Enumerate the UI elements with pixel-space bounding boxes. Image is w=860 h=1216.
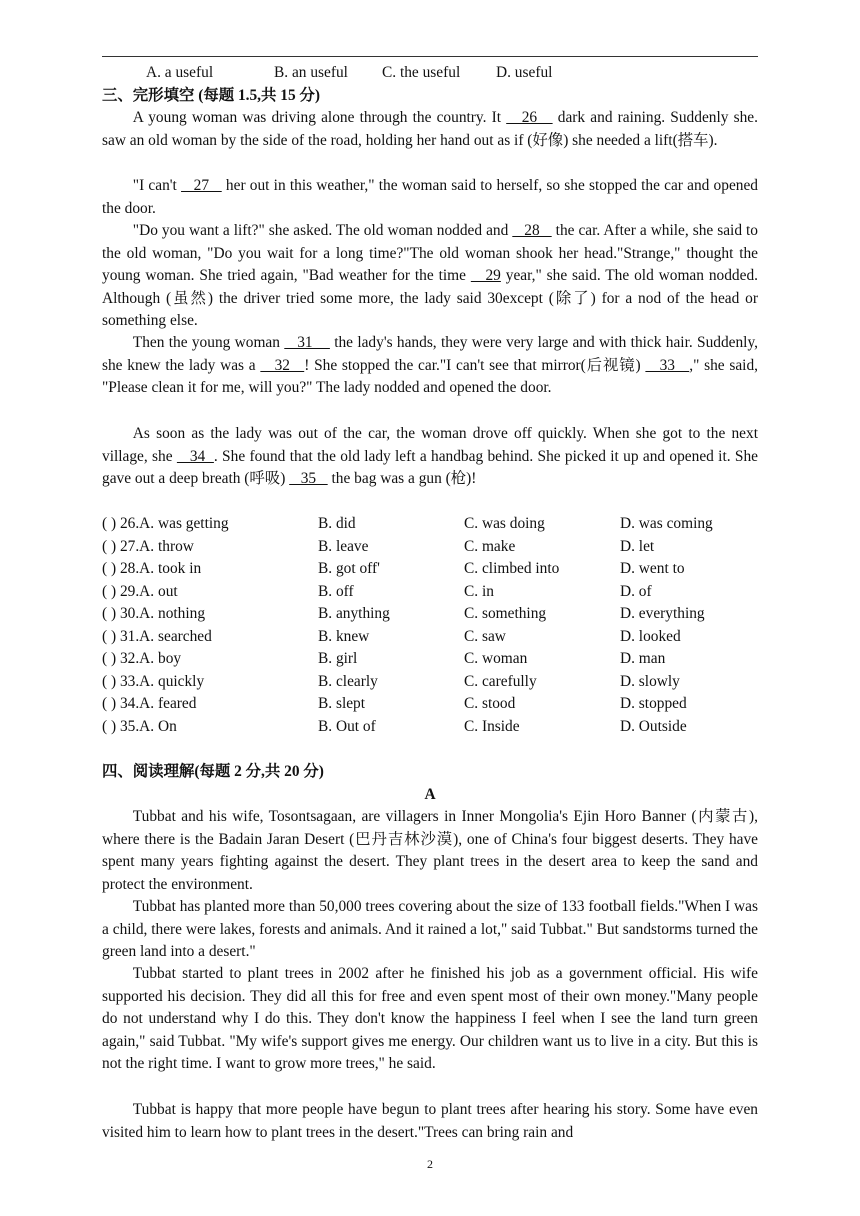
choice-c: C. was doing [464, 515, 545, 532]
blank-33: 33 [645, 356, 690, 374]
blank-34: 34 [176, 447, 214, 465]
choice-c: C. something [464, 605, 547, 622]
page-number: 2 [427, 1157, 433, 1171]
choice-c: C. make [464, 537, 516, 555]
blank-26: 26 [506, 109, 553, 126]
choice-c: C. saw [464, 627, 506, 645]
reading-paragraph-1: Tubbat and his wife, Tosontsagaan, are villagers in Inner Mongolia's Ejin Horo Banner (内蒙古), where there is the Badain Jaran Desert (巴丹吉林沙漠), one of China's four biggest deserts. They have spent many years fighting against the desert. They plant trees in the desert area to keep the sand and protect the environment. [102, 808, 758, 893]
question-answer-slot[interactable]: ( ) 32.A. boy [102, 650, 182, 667]
text: the car. After a while, she said to the old woman, "Do you wait for a long time?"The old woman shook her head."Strange," thought the young woman. She tried again, "Bad weather for the time [102, 222, 758, 284]
choice-b: B. slept [318, 695, 366, 712]
question-row [102, 716, 758, 738]
choice-d: D. man [620, 650, 666, 667]
question-answer-slot[interactable]: ( ) 29.A. out [102, 582, 178, 600]
choice-b: B. did [318, 515, 356, 532]
question-row [102, 626, 758, 648]
question-answer-slot[interactable]: ( ) 34.A. feared [102, 695, 197, 712]
text: A young woman was driving alone through the country. It [132, 109, 507, 126]
question-answer-slot[interactable]: ( ) 28.A. took in [102, 560, 202, 577]
question-row [102, 536, 758, 558]
blank-32: 32 [260, 356, 305, 374]
choice-c: C. stood [464, 695, 516, 712]
question-row [102, 603, 758, 625]
choice-c: C. Inside [464, 717, 520, 735]
cloze-paragraph-2 [102, 175, 758, 220]
choice-d: D. let [620, 537, 655, 555]
text: "I can't [132, 177, 182, 194]
question-answer-slot[interactable]: ( ) 33.A. quickly [102, 672, 205, 690]
text: her out in this weather," the woman said to herself, so she stopped the car and opened the door. [102, 177, 758, 217]
text: year," she said. The old woman nodded. Although (虽然) the driver tried some more, the lady said 30except (除了) for a nod of the head or something else. [102, 267, 758, 329]
previous-question-options [102, 62, 758, 84]
section4-heading: 四、阅读理解(每题 2 分,共 20 分) [102, 763, 324, 780]
choice-b: B. Out of [318, 717, 376, 735]
blank-35: 35 [289, 470, 328, 487]
question-row [102, 513, 758, 535]
choice-b: B. got off' [318, 560, 380, 577]
cloze-paragraph-4 [102, 332, 758, 400]
question-row [102, 671, 758, 693]
question-answer-slot[interactable]: ( ) 35.A. On [102, 717, 177, 735]
question-answer-slot[interactable]: ( ) 26.A. was getting [102, 515, 229, 532]
choice-d: D. looked [620, 627, 681, 645]
text: the bag was a gun (枪)! [327, 470, 477, 487]
choice-d: D. everything [620, 605, 705, 622]
text: dark and raining. Suddenly she. saw an old woman by the side of the road, holding her hand out as if (好像) she needed a lift(搭车). [102, 109, 758, 149]
cloze-paragraph-5 [102, 423, 758, 491]
question-row [102, 648, 758, 670]
choice-d: D. went to [620, 560, 685, 577]
choice-b: B. clearly [318, 672, 378, 690]
choice-d: D. slowly [620, 672, 680, 690]
text: "Do you want a lift?" she asked. The old woman nodded and [132, 222, 513, 239]
choice-b: B. knew [318, 627, 370, 645]
choice-c: C. in [464, 582, 494, 600]
blank-29: 29 [470, 267, 501, 284]
reading-paragraph-2: Tubbat has planted more than 50,000 trees covering about the size of 133 football fields."When I was a child, there were lakes, forests and animals. And it rained a lot," said Tubbat." But sandstorms turned the green land into a desert." [102, 898, 758, 960]
blank-27: 27 [181, 177, 222, 194]
cloze-paragraph-1 [102, 107, 758, 152]
header-rule [102, 56, 758, 57]
question-answer-slot[interactable]: ( ) 27.A. throw [102, 537, 194, 555]
option-d: D. useful [496, 64, 553, 81]
passage-label: A [424, 786, 436, 803]
choice-b: B. anything [318, 605, 390, 622]
text: ," she said, "Please clean it for me, will you?" The lady nodded and opened the door. [102, 356, 758, 396]
reading-paragraph-4: Tubbat is happy that more people have begun to plant trees after hearing his story. Some have even visited him to learn how to plant trees in the desert."Trees can bring rain and [102, 1101, 758, 1141]
choice-d: D. of [620, 582, 652, 600]
question-answer-slot[interactable]: ( ) 31.A. searched [102, 627, 212, 645]
question-row [102, 558, 758, 580]
section3-heading: 三、完形填空 (每题 1.5,共 15 分) [102, 87, 321, 104]
option-a: A. a useful [146, 64, 214, 81]
text: . She found that the old lady left a handbag behind. She picked it up and opened it. She gave out a deep breath (呼吸) [102, 447, 758, 487]
choice-b: B. girl [318, 650, 358, 667]
text: the lady's hands, they were very large and with thick hair. Suddenly, she knew the lady was a [102, 334, 758, 374]
question-answer-slot[interactable]: ( ) 30.A. nothing [102, 605, 206, 622]
option-b: B. an useful [274, 64, 348, 81]
text: Then the young woman [132, 334, 285, 351]
choice-d: D. was coming [620, 515, 713, 532]
choice-d: D. stopped [620, 695, 687, 712]
text: As soon as the lady was out of the car, the woman drove off quickly. When she got to the next village, she [102, 425, 758, 465]
choice-d: D. Outside [620, 717, 687, 735]
choice-b: B. leave [318, 537, 369, 555]
question-row [102, 581, 758, 603]
choice-c: C. carefully [464, 672, 537, 690]
choice-c: C. climbed into [464, 560, 560, 577]
question-row [102, 693, 758, 715]
choice-b: B. off [318, 582, 354, 600]
blank-28: 28 [512, 222, 552, 239]
choice-c: C. woman [464, 650, 528, 667]
text: ! She stopped the car."I can't see that mirror(后视镜) [304, 356, 646, 374]
reading-paragraph-3: Tubbat started to plant trees in 2002 after he finished his job as a government official. His wife supported his decision. They did all this for free and even spent most of their own money."Many people do not understand why I do this. They don't know the happiness I feel when I see the land turn green again," said Tubbat. "My wife's support gives me energy. Our children want us to live in a city. But this is not the right time. I want to grow more trees," he said. [102, 965, 758, 1072]
option-c: C. the useful [382, 64, 461, 81]
cloze-paragraph-3 [102, 220, 758, 333]
blank-31: 31 [284, 334, 330, 351]
